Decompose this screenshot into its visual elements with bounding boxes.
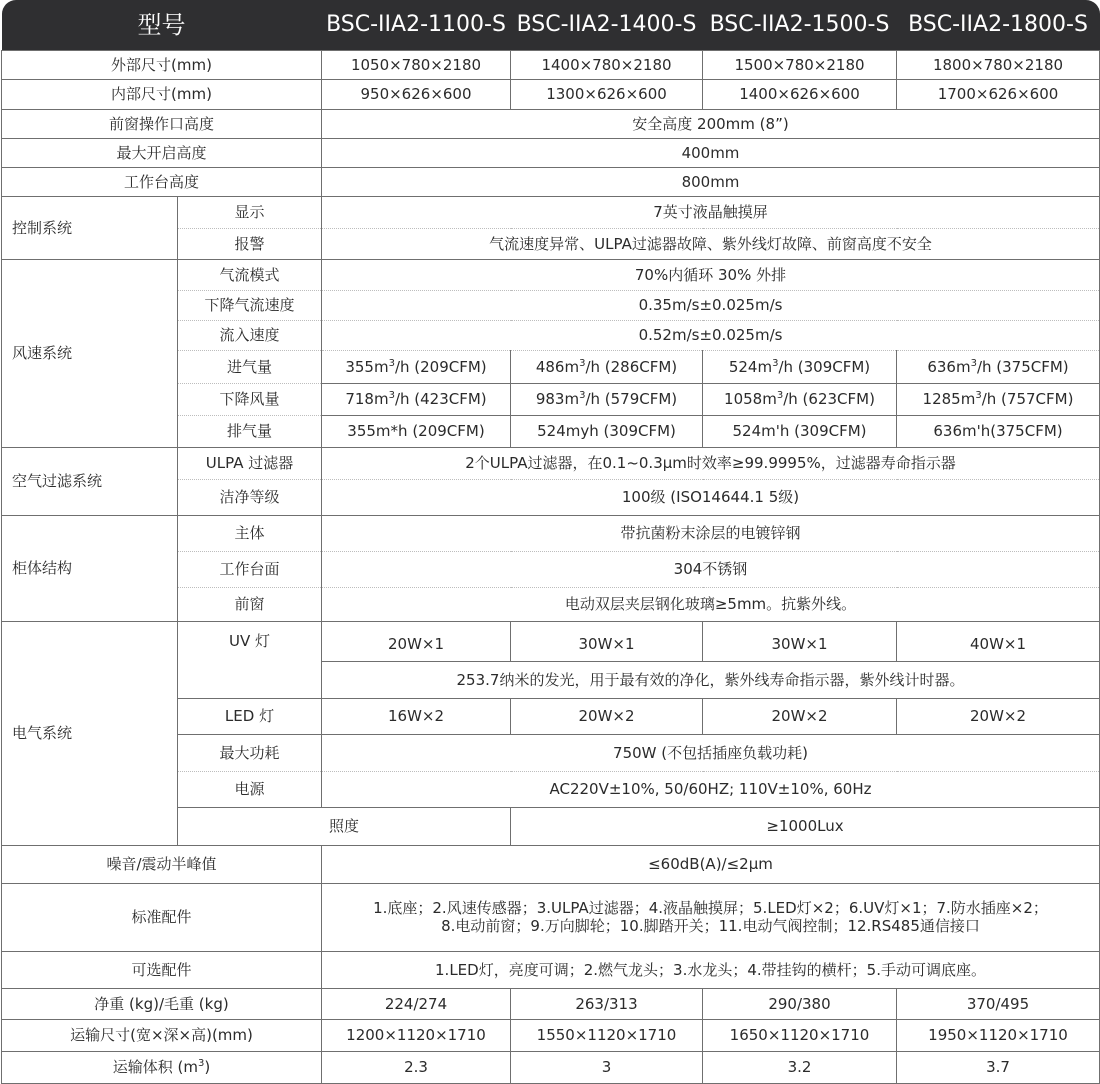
row-label: 工作台面 bbox=[178, 551, 322, 587]
cell-value: 950×626×600 bbox=[322, 79, 511, 109]
cell-value bbox=[322, 383, 511, 415]
cell-value bbox=[897, 383, 1100, 415]
row-opt-accessories bbox=[2, 951, 1100, 988]
cell-value: 355m*h (209CFM) bbox=[322, 415, 511, 447]
row-label: 标准配件 bbox=[2, 883, 322, 951]
cell-value: 524myh (309CFM) bbox=[511, 415, 703, 447]
row-label: 下降风量 bbox=[178, 383, 322, 415]
cell-value bbox=[511, 350, 703, 383]
value-number: 486m bbox=[535, 357, 580, 376]
value-unit: /h (286CFM) bbox=[585, 357, 678, 376]
cell-value: 1500×780×2180 bbox=[703, 50, 897, 79]
value-unit: /h (375CFM) bbox=[976, 357, 1069, 376]
value-unit: /h (423CFM) bbox=[394, 390, 487, 408]
cell-value: 3 bbox=[511, 1051, 703, 1083]
row-label: 流入速度 bbox=[178, 320, 322, 350]
row-label: 运输尺寸(宽×深×高)(mm) bbox=[2, 1019, 322, 1051]
cell-value: 1050×780×2180 bbox=[322, 50, 511, 79]
cell-value: 263/313 bbox=[511, 988, 703, 1019]
cell-value: 气流速度异常、ULPA过滤器故障、紫外线灯故障、前窗高度不安全 bbox=[322, 228, 1100, 259]
cell-value: ≥1000Lux bbox=[511, 807, 1100, 845]
value-exponent: 3 bbox=[388, 357, 395, 369]
value-exponent: 3 bbox=[975, 390, 982, 401]
row-label: 内部尺寸(mm) bbox=[2, 79, 322, 109]
cell-value: 3.2 bbox=[703, 1051, 897, 1083]
row-max-open bbox=[2, 138, 1100, 167]
model-name: BSC-IIA2-1400-S bbox=[511, 0, 703, 50]
label-text: ) bbox=[204, 1058, 211, 1076]
cell-value: 524m'h (309CFM) bbox=[703, 415, 897, 447]
cell-value: 370/495 bbox=[897, 988, 1100, 1019]
accessory-line: 1.底座；2.风速传感器；3.ULPA过滤器；4.液晶触摸屏；5.LED灯×2；6.UV灯×1；7.防水插座×2； bbox=[373, 899, 1048, 917]
row-filter-ulpa bbox=[2, 447, 1100, 479]
cell-value: 1550×1120×1710 bbox=[511, 1019, 703, 1051]
cell-value: 电动双层夹层钢化玻璃≥5mm。抗紫外线。 bbox=[322, 587, 1100, 621]
row-ship-size bbox=[2, 1019, 1100, 1051]
row-label: 前窗操作口高度 bbox=[2, 109, 322, 138]
row-label: LED 灯 bbox=[178, 698, 322, 734]
row-bench-height bbox=[2, 167, 1100, 196]
row-label bbox=[2, 1051, 322, 1083]
row-label: 电源 bbox=[178, 771, 322, 807]
value-exponent: 3 bbox=[772, 357, 779, 369]
cell-value: 安全高度 200mm (8”) bbox=[322, 109, 1100, 138]
row-label: 净重 (kg)/毛重 (kg) bbox=[2, 988, 322, 1019]
cell-value: 20W×1 bbox=[322, 621, 511, 661]
group-label: 电气系统 bbox=[2, 621, 178, 845]
cell-value: 2.3 bbox=[322, 1051, 511, 1083]
cell-value: 253.7纳米的发光，用于最有效的净化，紫外线寿命指示器，紫外线计时器。 bbox=[322, 661, 1100, 698]
row-label: 报警 bbox=[178, 228, 322, 259]
row-label: 进气量 bbox=[178, 350, 322, 383]
row-label: 显示 bbox=[178, 196, 322, 228]
row-electric-uv bbox=[2, 621, 1100, 661]
model-name: BSC-IIA2-1500-S bbox=[703, 0, 897, 50]
cell-value: 400mm bbox=[322, 138, 1100, 167]
cell-value: 636m'h(375CFM) bbox=[897, 415, 1100, 447]
cell-value: 1650×1120×1710 bbox=[703, 1019, 897, 1051]
model-name: BSC-IIA2-1800-S bbox=[897, 0, 1100, 50]
value-number: 636m bbox=[927, 357, 971, 376]
row-label: 照度 bbox=[178, 807, 511, 845]
row-cabinet-body bbox=[2, 515, 1100, 551]
spec-table bbox=[1, 0, 1100, 1084]
row-label: 最大功耗 bbox=[178, 734, 322, 771]
group-label: 空气过滤系统 bbox=[2, 447, 178, 515]
cell-value: 1200×1120×1710 bbox=[322, 1019, 511, 1051]
row-control-display bbox=[2, 196, 1100, 228]
group-label: 柜体结构 bbox=[2, 515, 178, 621]
cell-value: 1.LED灯，亮度可调；2.燃气龙头；3.水龙头；4.带挂钩的横杆；5.手动可调底座。 bbox=[322, 951, 1100, 988]
cell-value: AC220V±10%, 50/60HZ; 110V±10%, 60Hz bbox=[322, 771, 1100, 807]
cell-value bbox=[511, 383, 703, 415]
value-exponent: 3 bbox=[970, 357, 977, 369]
model-name: BSC-IIA2-1100-S bbox=[322, 0, 511, 50]
row-label: 洁净等级 bbox=[178, 479, 322, 515]
cell-value: 2个ULPA过滤器，在0.1~0.3μm时效率≥99.9995%，过滤器寿命指示器 bbox=[322, 447, 1100, 479]
cell-value: 16W×2 bbox=[322, 698, 511, 734]
cell-value: 1800×780×2180 bbox=[897, 50, 1100, 79]
value-unit: /h (309CFM) bbox=[778, 357, 871, 376]
cell-value: 1400×780×2180 bbox=[511, 50, 703, 79]
cell-value: 1400×626×600 bbox=[703, 79, 897, 109]
cell-value bbox=[897, 350, 1100, 383]
cell-value: 20W×2 bbox=[897, 698, 1100, 734]
cell-value: 7英寸液晶触摸屏 bbox=[322, 196, 1100, 228]
cell-value: 20W×2 bbox=[703, 698, 897, 734]
cell-value: 0.35m/s±0.025m/s bbox=[322, 290, 1100, 320]
cell-value: 1700×626×600 bbox=[897, 79, 1100, 109]
cell-value: 70%内循环 30% 外排 bbox=[322, 259, 1100, 290]
accessory-line: 8.电动前窗；9.万向脚轮；10.脚踏开关；11.电动气阀控制；12.RS485通信接口 bbox=[441, 917, 980, 935]
row-airflow-mode bbox=[2, 259, 1100, 290]
value-number: 524m bbox=[728, 357, 773, 376]
row-label: ULPA 过滤器 bbox=[178, 447, 322, 479]
row-label: UV 灯 bbox=[178, 621, 322, 698]
row-weight bbox=[2, 988, 1100, 1019]
cell-value: 1300×626×600 bbox=[511, 79, 703, 109]
row-ship-volume bbox=[2, 1051, 1100, 1083]
cell-value: 0.52m/s±0.025m/s bbox=[322, 320, 1100, 350]
model-label: 型号 bbox=[2, 0, 322, 50]
row-inner-size bbox=[2, 79, 1100, 109]
value-unit: /h (623CFM) bbox=[783, 390, 875, 408]
group-label: 控制系统 bbox=[2, 196, 178, 259]
value-number: 1058m bbox=[724, 390, 777, 408]
value-exponent: 3 bbox=[579, 357, 586, 369]
value-unit: /h (757CFM) bbox=[981, 390, 1074, 408]
cell-value: 1950×1120×1710 bbox=[897, 1019, 1100, 1051]
row-label: 工作台高度 bbox=[2, 167, 322, 196]
cell-value: 304不锈钢 bbox=[322, 551, 1100, 587]
cell-value bbox=[322, 883, 1100, 951]
value-unit: /h (579CFM) bbox=[585, 390, 678, 408]
cell-value: 750W (不包括插座负载功耗) bbox=[322, 734, 1100, 771]
cell-value: 20W×2 bbox=[511, 698, 703, 734]
group-label: 风速系统 bbox=[2, 259, 178, 447]
row-label: 外部尺寸(mm) bbox=[2, 50, 322, 79]
value-number: 355m bbox=[345, 357, 389, 376]
cell-value: 100级 (ISO14644.1 5级) bbox=[322, 479, 1100, 515]
row-label: 可选配件 bbox=[2, 951, 322, 988]
value-number: 718m bbox=[345, 390, 389, 408]
row-outer-size bbox=[2, 50, 1100, 79]
cell-value bbox=[703, 383, 897, 415]
cell-value: 30W×1 bbox=[703, 621, 897, 661]
cell-value: 290/380 bbox=[703, 988, 897, 1019]
row-label: 下降气流速度 bbox=[178, 290, 322, 320]
cell-value: 3.7 bbox=[897, 1051, 1100, 1083]
cell-value bbox=[322, 350, 511, 383]
row-label: 气流模式 bbox=[178, 259, 322, 290]
row-label: 最大开启高度 bbox=[2, 138, 322, 167]
label-text: 运输体积 (m bbox=[112, 1058, 198, 1076]
value-exponent: 3 bbox=[776, 390, 784, 401]
row-label: 噪音/震动半峰值 bbox=[2, 845, 322, 883]
header-row bbox=[2, 0, 1100, 50]
value-unit: /h (209CFM) bbox=[394, 357, 487, 376]
cell-value bbox=[703, 350, 897, 383]
row-front-height bbox=[2, 109, 1100, 138]
row-noise bbox=[2, 845, 1100, 883]
row-label: 排气量 bbox=[178, 415, 322, 447]
cell-value: 30W×1 bbox=[511, 621, 703, 661]
row-std-accessories bbox=[2, 883, 1100, 951]
cell-value: 800mm bbox=[322, 167, 1100, 196]
value-exponent: 3 bbox=[579, 390, 586, 401]
value-exponent: 3 bbox=[388, 390, 395, 401]
cell-value: 带抗菌粉末涂层的电镀锌钢 bbox=[322, 515, 1100, 551]
row-label: 主体 bbox=[178, 515, 322, 551]
value-number: 1285m bbox=[922, 390, 976, 408]
cell-value: 224/274 bbox=[322, 988, 511, 1019]
row-label: 前窗 bbox=[178, 587, 322, 621]
value-number: 983m bbox=[535, 390, 580, 408]
cell-value: 40W×1 bbox=[897, 621, 1100, 661]
cell-value: ≤60dB(A)/≤2μm bbox=[322, 845, 1100, 883]
label-exponent: 3 bbox=[198, 1058, 205, 1069]
